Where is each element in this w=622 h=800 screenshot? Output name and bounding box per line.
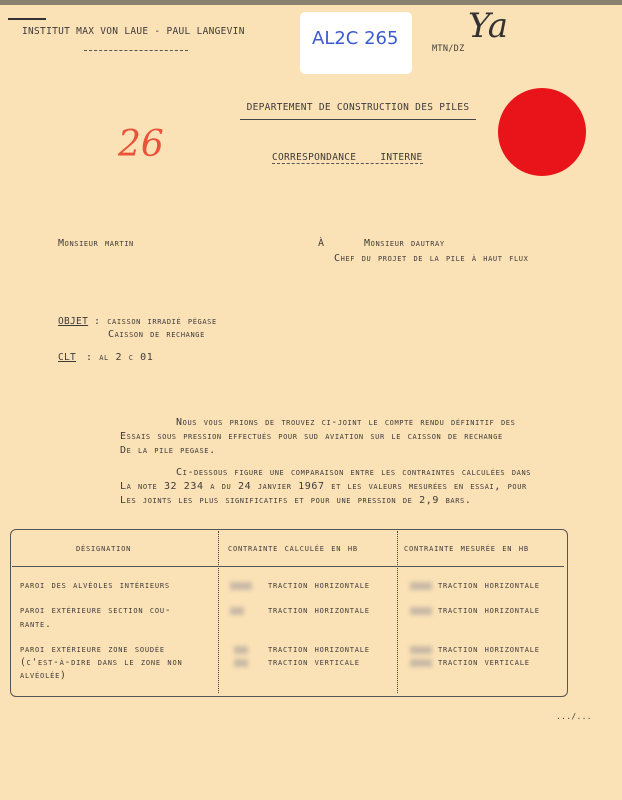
department-title: DEPARTEMENT DE CONSTRUCTION DES PILES (240, 102, 476, 120)
redacted-value (410, 659, 432, 667)
handwritten-initials: Ya (468, 6, 509, 46)
redacted-value (410, 582, 432, 590)
row-designation: (c'est-à-dire dans le zone non (20, 657, 183, 668)
continuation-mark: .../... (556, 712, 592, 721)
recipient-title: Chef du projet de la pile à haut flux (334, 253, 529, 264)
paragraph-2-line: Ci-dessous figure une comparaison entre les contraintes calculées dans (176, 467, 532, 478)
handwritten-page-number: 26 (118, 124, 164, 165)
row-designation: rante. (20, 619, 52, 630)
paragraph-2-line: La note 32 234 a du 24 janvier 1967 et les valeurs mesurées en essai, pour (120, 481, 527, 492)
row-calc: traction horizontale (268, 605, 370, 616)
scan-edge (0, 0, 622, 5)
row-designation: paroi extérieure section cou- (20, 605, 172, 616)
objet-line-1: : caisson irradié pégase (94, 316, 217, 327)
paragraph-1-line: De la pile pegase. (120, 445, 216, 456)
redacted-value (230, 607, 244, 615)
row-measured: traction horizontale (438, 605, 540, 616)
document-type: CORRESPONDANCE INTERNE (272, 152, 423, 163)
recipient-name: monsieur dautray (364, 238, 445, 249)
row-calc: traction verticale (268, 657, 360, 668)
objet-label: OBJET (58, 316, 89, 327)
sender: Monsieur martin (58, 238, 134, 249)
clt-value: : al 2 c 01 (86, 352, 154, 363)
handwritten-stroke (8, 18, 46, 20)
file-label: AL2C 265 (312, 28, 399, 49)
row-designation: alvéolée) (20, 670, 67, 681)
paragraph-2-line: Les joints les plus significatifs et pour une pression de 2,9 bars. (120, 495, 472, 506)
paragraph-1-line: Nous vous prions de trouvez ci-joint le compte rendu définitif des (176, 417, 516, 428)
column-divider (397, 531, 398, 693)
row-measured: traction horizontale (438, 580, 540, 591)
row-calc: traction horizontale (268, 644, 370, 655)
file-label-sticker (300, 12, 412, 74)
paragraph-1-line: Essais sous pression effectués pour sud aviation sur le caisson de rechange (120, 431, 503, 442)
header-designation: désignation (76, 543, 132, 554)
redacted-value (234, 659, 248, 667)
header-measured: contrainte mesurée en hb (404, 543, 529, 554)
column-divider (218, 531, 219, 693)
red-dot-sticker (498, 88, 586, 176)
header-calculated: contrainte calculée en hb (228, 543, 358, 554)
redacted-value (410, 607, 432, 615)
clt-label: CLT (58, 352, 77, 363)
row-measured: traction horizontale (438, 644, 540, 655)
row-calc: traction horizontale (268, 580, 370, 591)
header-divider (12, 566, 564, 567)
institute-name: INSTITUT MAX VON LAUE - PAUL LANGEVIN (22, 26, 245, 37)
row-measured: traction verticale (438, 657, 530, 668)
redacted-value (230, 582, 252, 590)
redacted-value (234, 646, 248, 654)
objet-line-2: Caisson de rechange (108, 329, 205, 340)
to-prefix: à (318, 238, 325, 249)
reference: MTN/DZ (432, 44, 465, 54)
divider (84, 50, 188, 51)
row-designation: paroi extérieure zone soudée (20, 644, 165, 655)
row-designation: paroi des alvéoles intérieurs (20, 580, 170, 591)
redacted-value (410, 646, 432, 654)
